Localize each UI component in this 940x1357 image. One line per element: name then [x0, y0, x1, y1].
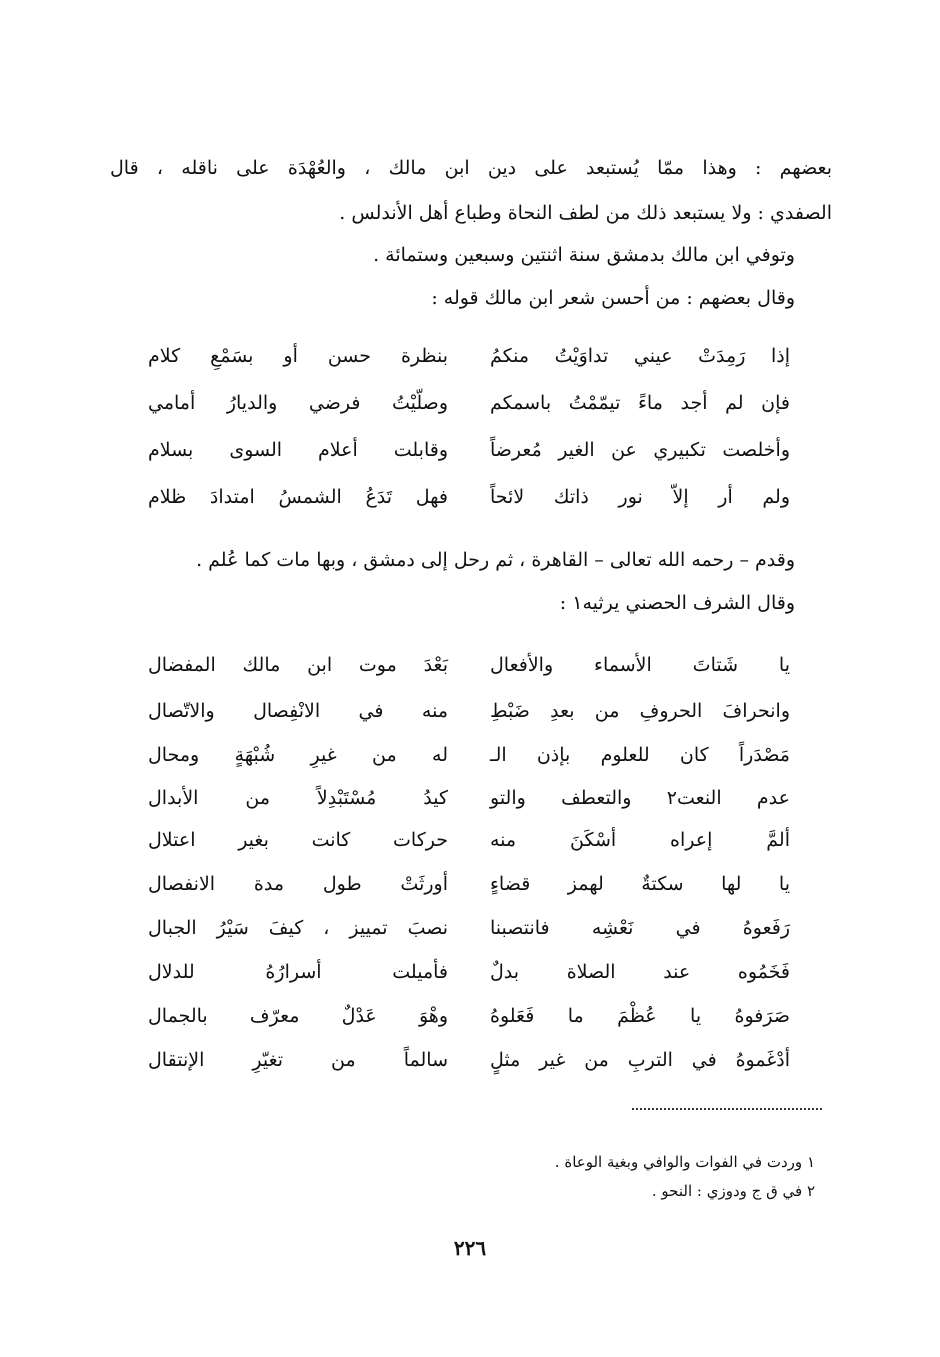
paragraph-line: وقال بعضهم : من أحسن شعر ابن مالك قوله : [431, 287, 795, 309]
verse-first-hemistich: صَرَفوهُ يا عُظْمَ ما فَعَلوهُ [490, 1005, 790, 1027]
verse-second-hemistich: سالماً من تغيّرِ الإنتقال [148, 1049, 448, 1071]
verse-second-hemistich: أورثَتْ طول مدة الانفصال [148, 873, 448, 895]
verse-first-hemistich: يا لها سكتةٌ لهمز قضاءٍ [490, 873, 790, 895]
verse-first-hemistich: وانحرافَ الحروفِ من بعدِ ضَبْطِ [490, 700, 790, 722]
verse-second-hemistich: فأميلت أسرارُهُ للدلال [148, 961, 448, 983]
footnote: ٢ في ق ج ودوزي : النحو . [651, 1182, 815, 1200]
paragraph-line: بعضهم : وهذا ممّا يُستبعد على دين ابن مالك ، والعُهْدَة على ناقله ، قال [110, 157, 832, 179]
verse-first-hemistich: ولم أر إلاّ نور ذاتك لائحاً [490, 486, 790, 508]
verse-first-hemistich: إذا رَمِدَتْ عيني تداوَيْتُ منكمُ [490, 345, 790, 367]
page-number: ٢٢٦ [453, 1236, 487, 1260]
footnote-separator [632, 1108, 822, 1110]
paragraph-line: الصفدي : ولا يستبعد ذلك من لطف النحاة وطباع أهل الأندلس . [339, 202, 832, 224]
paragraph-line: وقال الشرف الحصني يرثيه١ : [559, 592, 795, 614]
verse-first-hemistich: ألمَّ إعراه أسْكَنَ منه [490, 829, 790, 851]
footnote: ١ وردت في الفوات والوافي وبغية الوعاة . [554, 1153, 815, 1171]
verse-second-hemistich: وهْوَ عَدْلٌ معرّف بالجمال [148, 1005, 448, 1027]
verse-second-hemistich: نصبَ تمييز ، كيفَ سَيْرُ الجبال [148, 917, 448, 939]
verse-second-hemistich: بَعْدَ موت ابن مالك المفضال [148, 654, 448, 676]
verse-first-hemistich: فَخَمُوه عند الصلاة بدلٌ [490, 961, 790, 983]
verse-first-hemistich: فإن لم أجد ماءً تيمّمْتُ باسمكم [490, 392, 790, 414]
verse-second-hemistich: كيدُ مُسْتَبْدِلاً من الأبدال [148, 787, 448, 809]
verse-second-hemistich: فهل تَدَعُ الشمسُ امتدادَ ظلام [148, 486, 448, 508]
verse-first-hemistich: مَصْدَراً كان للعلوم بإذن الـ [490, 744, 790, 766]
verse-first-hemistich: يا شَتاتَ الأسماء والأفعال [490, 654, 790, 676]
verse-second-hemistich: حركات كانت بغير اعتلال [148, 829, 448, 851]
verse-second-hemistich: بنظرة حسن أو بسَمْعِ كلام [148, 345, 448, 367]
verse-second-hemistich: وصلّيْتُ فرضي والديارُ أمامي [148, 392, 448, 414]
paragraph-line: وقدم – رحمه الله تعالى – القاهرة ، ثم رحل إلى دمشق ، وبها مات كما عُلم . [196, 549, 795, 571]
verse-first-hemistich: رَفَعوهُ في نَعْشِه فانتصبنا [490, 917, 790, 939]
verse-first-hemistich: وأخلصت تكبيري عن الغير مُعرضاً [490, 439, 790, 461]
verse-second-hemistich: له من غيرِ شُبْهَةٍ ومحال [148, 744, 448, 766]
verse-first-hemistich: أدْغَموهُ في التربِ من غير مثلٍ [490, 1049, 790, 1071]
verse-first-hemistich: عدم النعت٢ والتعطف والتو [490, 787, 790, 809]
verse-second-hemistich: وقابلت أعلام السوى بسلام [148, 439, 448, 461]
verse-second-hemistich: منه في الانْفِصال والاتّصال [148, 700, 448, 722]
paragraph-line: وتوفي ابن مالك بدمشق سنة اثنتين وسبعين وستمائة . [373, 244, 795, 266]
